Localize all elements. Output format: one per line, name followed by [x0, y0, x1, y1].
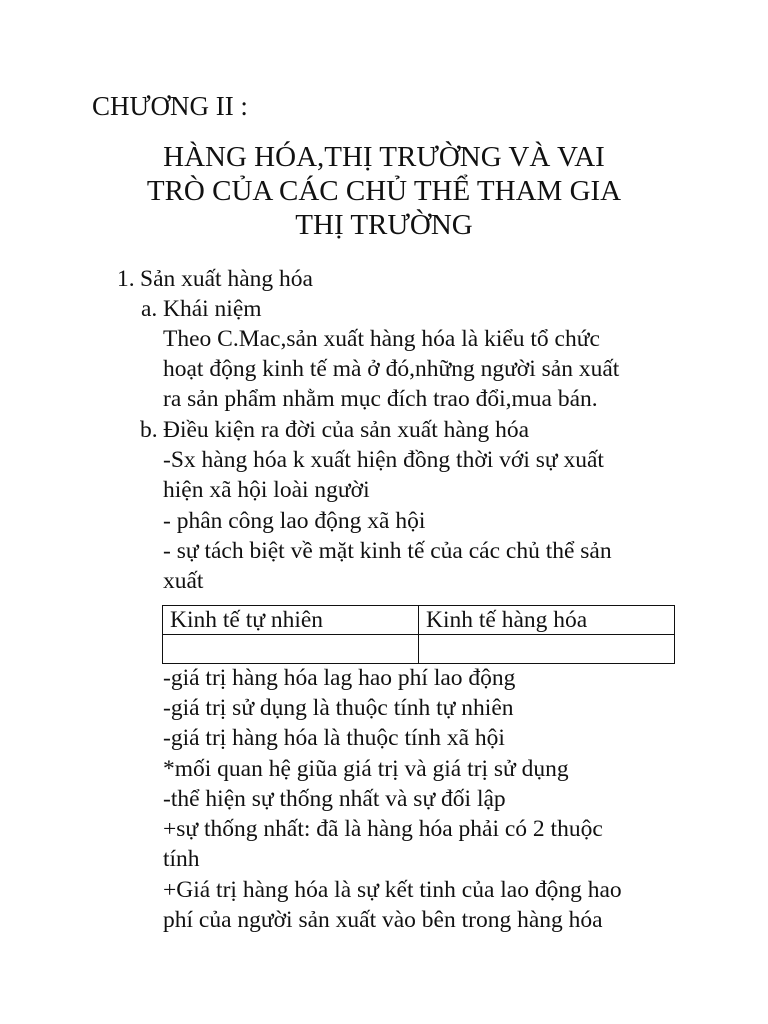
paragraph-line: - phân công lao động xã hội [163, 508, 426, 534]
paragraph-line: hiện xã hội loài người [163, 477, 370, 503]
paragraph-line: phí của người sản xuất vào bên trong hàng hóa [163, 907, 603, 933]
subsection-marker-b: b. [140, 417, 158, 443]
paragraph-line: ra sản phẩm nhằm mục đích trao đổi,mua bán. [163, 386, 598, 412]
table-row [163, 635, 675, 664]
paragraph-line: +sự thống nhất: đã là hàng hóa phải có 2 thuộc [163, 816, 603, 842]
table-cell [419, 635, 675, 664]
subsection-heading-a: Khái niệm [163, 296, 262, 322]
paragraph-line: -giá trị sử dụng là thuộc tính tự nhiên [163, 695, 514, 721]
table-cell [163, 635, 419, 664]
chapter-title [96, 140, 672, 242]
paragraph-line: tính [163, 846, 200, 872]
chapter-title-line: HÀNG HÓA,THỊ TRƯỜNG VÀ VAI [163, 141, 605, 173]
section-number: 1. [117, 266, 135, 292]
subsection-marker-a: a. [141, 296, 158, 322]
paragraph-line: - sự tách biệt về mặt kinh tế của các chủ thể sản [163, 538, 612, 564]
subsection-heading-b: Điều kiện ra đời của sản xuất hàng hóa [163, 417, 530, 443]
paragraph-line: hoạt động kinh tế mà ở đó,những người sản xuất [163, 356, 620, 382]
paragraph-line: -thể hiện sự thống nhất và sự đối lập [163, 786, 506, 812]
paragraph-line: +Giá trị hàng hóa là sự kết tinh của lao động hao [163, 877, 622, 903]
paragraph-line: *mối quan hệ giũa giá trị và giá trị sử dụng [163, 756, 569, 782]
chapter-label: CHƯƠNG II : [92, 91, 248, 121]
table-header-cell: Kinh tế tự nhiên [163, 606, 419, 635]
paragraph-line: -Sx hàng hóa k xuất hiện đồng thời với sự xuất [163, 447, 604, 473]
chapter-title-line: THỊ TRƯỜNG [295, 209, 473, 241]
chapter-title-line: TRÒ CỦA CÁC CHỦ THỂ THAM GIA [146, 175, 622, 207]
paragraph-line: xuất [163, 568, 204, 594]
paragraph-line: -giá trị hàng hóa là thuộc tính xã hội [163, 725, 505, 751]
paragraph-line: -giá trị hàng hóa lag hao phí lao động [163, 665, 516, 691]
table-row [163, 606, 675, 635]
section-heading: Sản xuất hàng hóa [140, 266, 313, 292]
comparison-table [162, 605, 675, 664]
paragraph-line: Theo C.Mac,sản xuất hàng hóa là kiểu tổ chức [163, 326, 600, 352]
table-header-cell: Kinh tế hàng hóa [419, 606, 675, 635]
